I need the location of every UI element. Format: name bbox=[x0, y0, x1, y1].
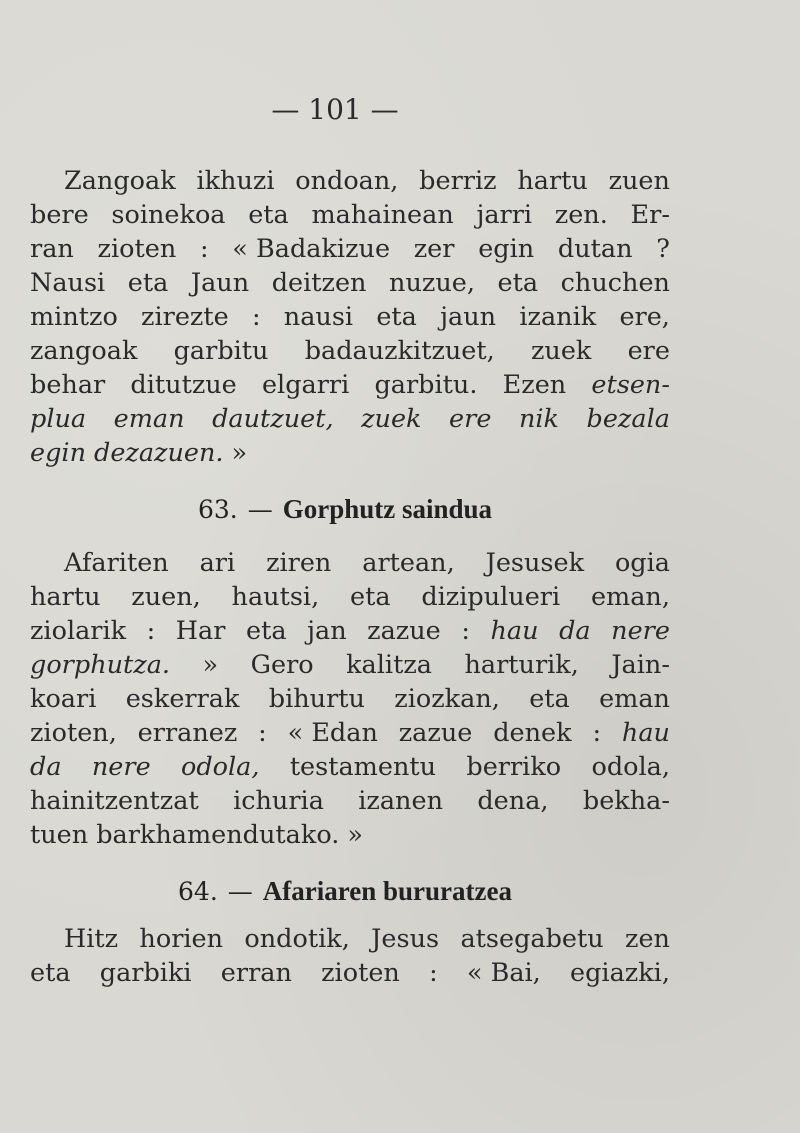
word: eta bbox=[376, 302, 417, 332]
word: zazue bbox=[367, 616, 441, 646]
word: odola, bbox=[180, 752, 260, 782]
word: egin bbox=[478, 234, 535, 264]
word: ziren bbox=[266, 548, 332, 578]
word: behar bbox=[30, 370, 106, 400]
word: Har bbox=[175, 616, 226, 646]
word: : bbox=[251, 302, 261, 332]
word: ran bbox=[30, 234, 74, 264]
word: barkhamendutako. bbox=[96, 820, 340, 850]
word: : bbox=[429, 958, 438, 988]
word: eta bbox=[248, 200, 289, 230]
word: soinekoa bbox=[111, 200, 226, 230]
word: : bbox=[146, 616, 156, 646]
text-line bbox=[30, 334, 670, 368]
section-title: Gorphutz saindua bbox=[282, 494, 493, 524]
word: Gero bbox=[250, 650, 314, 680]
word: egiazki, bbox=[570, 958, 670, 988]
word: zen. bbox=[554, 200, 608, 230]
word: « Edan bbox=[287, 718, 378, 748]
word: chuchen bbox=[560, 268, 670, 298]
word: ondotik, bbox=[244, 924, 350, 954]
word: zuek bbox=[530, 336, 592, 366]
word: odola, bbox=[591, 752, 670, 782]
word: Jesus bbox=[371, 924, 440, 954]
word: elgarri bbox=[261, 370, 350, 400]
word: dautzuet, bbox=[212, 404, 334, 434]
text-line bbox=[30, 614, 670, 648]
word: Jaun bbox=[190, 268, 250, 298]
word: deitzen bbox=[271, 268, 367, 298]
word: eta bbox=[127, 268, 169, 298]
word: zazue bbox=[398, 718, 473, 748]
word: hau bbox=[490, 616, 539, 646]
word: : bbox=[258, 718, 267, 748]
text-line bbox=[30, 750, 670, 784]
page-number: — 101 — bbox=[271, 93, 399, 126]
text-line bbox=[30, 402, 670, 436]
word: Ezen bbox=[502, 370, 567, 400]
section-heading-63 bbox=[0, 492, 690, 527]
word: hartu bbox=[30, 582, 101, 612]
word: dutan bbox=[557, 234, 633, 264]
word: denek bbox=[493, 718, 572, 748]
word: ere bbox=[627, 336, 670, 366]
word: dezazuen. bbox=[94, 438, 224, 468]
paragraph-2 bbox=[30, 546, 670, 852]
word: zirezte bbox=[141, 302, 229, 332]
word: : bbox=[592, 718, 602, 748]
word: eman bbox=[113, 404, 185, 434]
section-dash: — bbox=[227, 877, 253, 906]
word: « Badakizue bbox=[232, 234, 391, 264]
word: Er- bbox=[630, 200, 670, 230]
word: dizipulueri bbox=[421, 582, 561, 612]
text-line bbox=[30, 232, 670, 266]
word: nik bbox=[518, 404, 559, 434]
text-line bbox=[30, 580, 670, 614]
section-heading-64 bbox=[0, 874, 690, 909]
word: erran bbox=[220, 958, 292, 988]
word: dena, bbox=[477, 786, 549, 816]
word: bezala bbox=[586, 404, 670, 434]
word: horien bbox=[139, 924, 224, 954]
word: eman bbox=[599, 684, 670, 714]
text-line bbox=[30, 784, 670, 818]
word: berriko bbox=[466, 752, 562, 782]
paragraph-1 bbox=[30, 164, 670, 470]
text-line bbox=[30, 682, 670, 716]
word: eta bbox=[529, 684, 570, 714]
word: ogia bbox=[614, 548, 670, 578]
word: hainitzentzat bbox=[30, 786, 199, 816]
word: ditutzue bbox=[130, 370, 237, 400]
word: nuzue, bbox=[389, 268, 475, 298]
paragraph-3 bbox=[30, 922, 670, 990]
word: zuen bbox=[608, 166, 670, 196]
word: Jain- bbox=[611, 650, 670, 680]
word: nausi bbox=[283, 302, 354, 332]
section-number: 64. bbox=[178, 877, 218, 906]
word: hartu bbox=[517, 166, 588, 196]
word: ? bbox=[656, 234, 670, 264]
section-title: Afariaren bururatzea bbox=[262, 876, 512, 906]
text-line bbox=[30, 648, 670, 682]
word: mintzo bbox=[30, 302, 118, 332]
word: zen bbox=[625, 924, 670, 954]
word: harturik, bbox=[464, 650, 579, 680]
section-dash: — bbox=[247, 495, 273, 524]
word: ere bbox=[449, 404, 492, 434]
text-line bbox=[30, 716, 670, 750]
word: zioten, bbox=[30, 718, 117, 748]
word: Jesusek bbox=[485, 548, 585, 578]
word: badauzkitzuet, bbox=[304, 336, 495, 366]
word: ere, bbox=[619, 302, 670, 332]
word: ziolarik bbox=[30, 616, 127, 646]
word: ichuria bbox=[233, 786, 324, 816]
word: bekha- bbox=[582, 786, 670, 816]
word: izanik bbox=[519, 302, 597, 332]
word: zuen, bbox=[131, 582, 201, 612]
word: nere bbox=[91, 752, 151, 782]
word: eta bbox=[245, 616, 287, 646]
word: erranez bbox=[137, 718, 238, 748]
section-number: 63. bbox=[197, 495, 238, 524]
word: » bbox=[202, 650, 219, 680]
word: gorphutza. bbox=[30, 650, 171, 680]
word: eta bbox=[349, 582, 391, 612]
word: plua bbox=[30, 404, 87, 434]
word: testamentu bbox=[289, 752, 437, 782]
word: berriz bbox=[419, 166, 497, 196]
word: da bbox=[559, 616, 591, 646]
word: bihurtu bbox=[268, 684, 365, 714]
word: egin bbox=[30, 438, 86, 468]
word: etsen- bbox=[591, 370, 670, 400]
word: Zangoak bbox=[64, 166, 176, 196]
word: hautsi, bbox=[231, 582, 320, 612]
text-line bbox=[30, 956, 670, 990]
word: bere bbox=[30, 200, 89, 230]
text-line bbox=[30, 922, 670, 956]
word: eskerrak bbox=[125, 684, 240, 714]
word: ziozkan, bbox=[394, 684, 500, 714]
word: zioten bbox=[321, 958, 400, 988]
word: jarri bbox=[476, 200, 533, 230]
text-line bbox=[30, 198, 670, 232]
word: » bbox=[347, 820, 363, 850]
word: jaun bbox=[440, 302, 497, 332]
word: ari bbox=[199, 548, 236, 578]
word: » bbox=[231, 438, 248, 468]
word: zangoak bbox=[30, 336, 138, 366]
word: artean, bbox=[362, 548, 455, 578]
word: da bbox=[30, 752, 62, 782]
text-line bbox=[30, 266, 670, 300]
word: : bbox=[461, 616, 470, 646]
text-line bbox=[30, 546, 670, 580]
text-line bbox=[30, 164, 670, 198]
word: zuek bbox=[361, 404, 422, 434]
word: Hitz bbox=[64, 924, 119, 954]
word: kalitza bbox=[346, 650, 432, 680]
word: ondoan, bbox=[295, 166, 399, 196]
word: ikhuzi bbox=[196, 166, 275, 196]
word: zer bbox=[413, 234, 455, 264]
word: hau bbox=[621, 718, 670, 748]
word: garbitu. bbox=[374, 370, 478, 400]
text-line bbox=[30, 818, 670, 852]
word: izanen bbox=[358, 786, 443, 816]
word: koari bbox=[30, 684, 97, 714]
word: eman, bbox=[590, 582, 670, 612]
word: nere bbox=[611, 616, 670, 646]
word: « Bai, bbox=[466, 958, 541, 988]
word: atsegabetu bbox=[460, 924, 604, 954]
word: Nausi bbox=[30, 268, 106, 298]
word: eta bbox=[30, 958, 71, 988]
word: garbitu bbox=[173, 336, 269, 366]
text-line bbox=[30, 436, 670, 470]
word: mahainean bbox=[311, 200, 454, 230]
text-line bbox=[30, 300, 670, 334]
word: eta bbox=[497, 268, 539, 298]
text-line bbox=[30, 368, 670, 402]
word: tuen bbox=[30, 820, 89, 850]
word: Afariten bbox=[64, 548, 169, 578]
word: : bbox=[199, 234, 209, 264]
word: jan bbox=[307, 616, 347, 646]
word: garbiki bbox=[99, 958, 192, 988]
word: zioten bbox=[97, 234, 177, 264]
